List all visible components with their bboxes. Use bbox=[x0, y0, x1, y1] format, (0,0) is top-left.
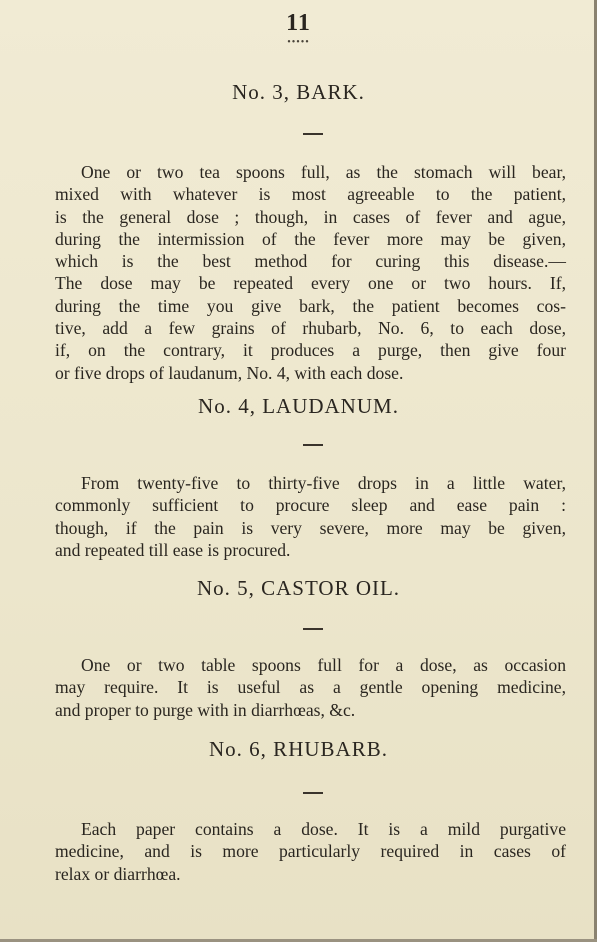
section-rule bbox=[303, 628, 323, 630]
section-paragraph-laudanum bbox=[55, 472, 566, 561]
text-line: One or two tea spoons full, as the stomach will bear, bbox=[81, 162, 566, 182]
text-line: tive, add a few grains of rhubarb, No. 6, to each dose, bbox=[55, 318, 566, 339]
text-line: relax or diarrhœa. bbox=[55, 863, 181, 884]
text-line: though, if the pain is very severe, more may be given, bbox=[55, 517, 566, 538]
section-rule bbox=[303, 444, 323, 446]
section-heading-bark: No. 3, BARK. bbox=[232, 80, 365, 104]
section-rule bbox=[303, 133, 323, 135]
text-line: and proper to purge with in diarrhœas, &c. bbox=[55, 699, 356, 720]
text-line: and repeated till ease is procured. bbox=[55, 539, 291, 560]
section-heading-laudanum: No. 4, LAUDANUM. bbox=[198, 394, 399, 418]
ornament-dots: ••••• bbox=[287, 37, 310, 48]
text-line: is the general dose ; though, in cases of fever and ague, bbox=[55, 206, 566, 227]
section-paragraph-rhubarb bbox=[55, 818, 566, 885]
section-heading-rhubarb: No. 6, RHUBARB. bbox=[209, 737, 388, 761]
text-line: if, on the contrary, it produces a purge, then give four bbox=[55, 340, 566, 361]
text-line: which is the best method for curing this disease.— bbox=[55, 251, 566, 272]
section-rule bbox=[303, 792, 323, 794]
text-line: mixed with whatever is most agreeable to the patient, bbox=[55, 184, 566, 205]
text-line: may require. It is useful as a gentle opening medicine, bbox=[55, 677, 566, 698]
text-line: The dose may be repeated every one or two hours. If, bbox=[55, 273, 566, 294]
text-line: commonly sufficient to procure sleep and ease pain : bbox=[55, 495, 566, 516]
text-line: during the time you give bark, the patient becomes cos- bbox=[55, 295, 566, 316]
text-line: From twenty-five to thirty-five drops in a little water, bbox=[81, 473, 566, 493]
text-line: medicine, and is more particularly required in cases of bbox=[55, 841, 566, 862]
section-heading-castor-oil: No. 5, CASTOR OIL. bbox=[196, 576, 401, 600]
text-line: Each paper contains a dose. It is a mild purgative bbox=[81, 819, 566, 839]
page-number: 11 bbox=[286, 10, 311, 36]
section-paragraph-castor-oil bbox=[55, 654, 566, 721]
text-line: One or two table spoons full for a dose, as occasion bbox=[81, 655, 566, 675]
text-line: during the intermission of the fever more may be given, bbox=[55, 228, 566, 249]
section-paragraph-bark bbox=[55, 161, 566, 384]
text-line: or five drops of laudanum, No. 4, with each dose. bbox=[55, 362, 404, 383]
